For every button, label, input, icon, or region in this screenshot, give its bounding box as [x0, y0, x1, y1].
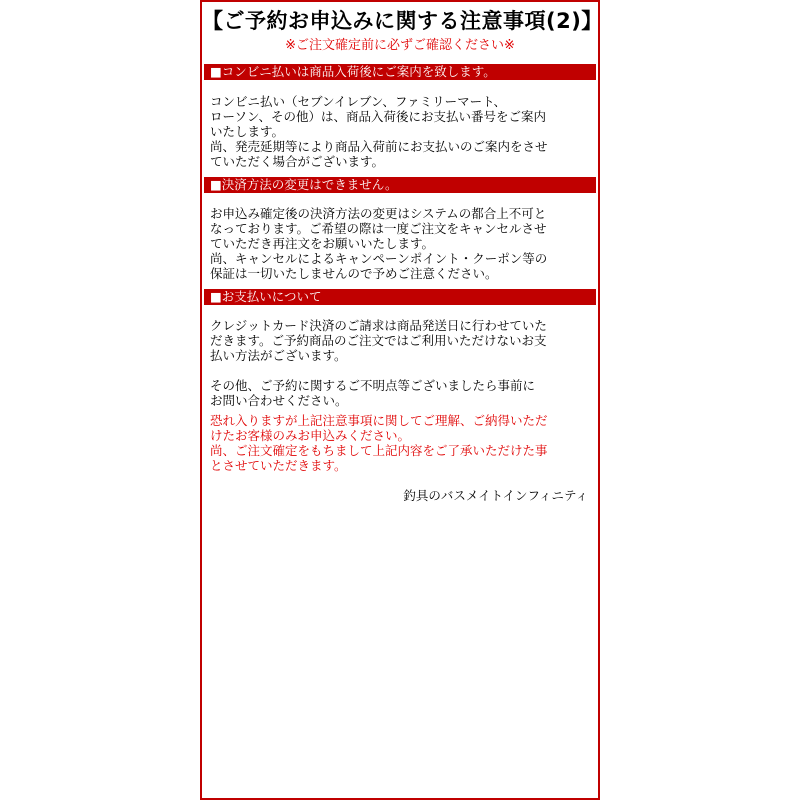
page-title: 【ご予約お申込みに関する注意事項(2)】: [202, 9, 603, 33]
page-subtitle: ※ご注文確定前に必ずご確認ください※: [285, 38, 515, 53]
section-heading-convenience-payment: ■コンビニ払いは商品入荷後にご案内を致します。: [204, 64, 596, 80]
section-heading-payment-info: ■お支払いについて: [204, 289, 596, 305]
shop-signature: 釣具のバスメイトインフィニティ: [403, 488, 588, 503]
section-body-payment-info: クレジットカード決済のご請求は商品発送日に行わせていた だきます。ご予約商品のご注文ではご利用いただけないお支 払い方法がございます。 その他、ご予約に関するご不明点等ございましたら事前に お問い合わせください。: [210, 318, 547, 408]
section-body-payment-change: お申込み確定後の決済方法の変更はシステムの都合上不可と なっております。ご希望の際は一度ご注文をキャンセルさせ ていただき再注文をお願いいたします。 尚、キャンセルによるキャンペーンポイント・クーポン等の 保証は一切いたしませんので予めご注意ください。: [210, 206, 548, 281]
notice-panel: [200, 0, 603, 800]
section-body-convenience-payment: コンビニ払い（セブンイレブン、ファミリーマート、 ローソン、その他）は、商品入荷後にお支払い番号をご案内 いたします。 尚、発売延期等により商品入荷前にお支払いのご案内をさせ ていただく場合がございます。: [210, 94, 548, 169]
section-heading-payment-change: ■決済方法の変更はできません。: [204, 177, 596, 193]
section-notice-red: 恐れ入りますが上記注意事項に関してご理解、ご納得いただ けたお客様のみお申込みください。 尚、ご注文確定をもちまして上記内容をご了承いただけた事 とさせていただきます。: [210, 413, 548, 473]
